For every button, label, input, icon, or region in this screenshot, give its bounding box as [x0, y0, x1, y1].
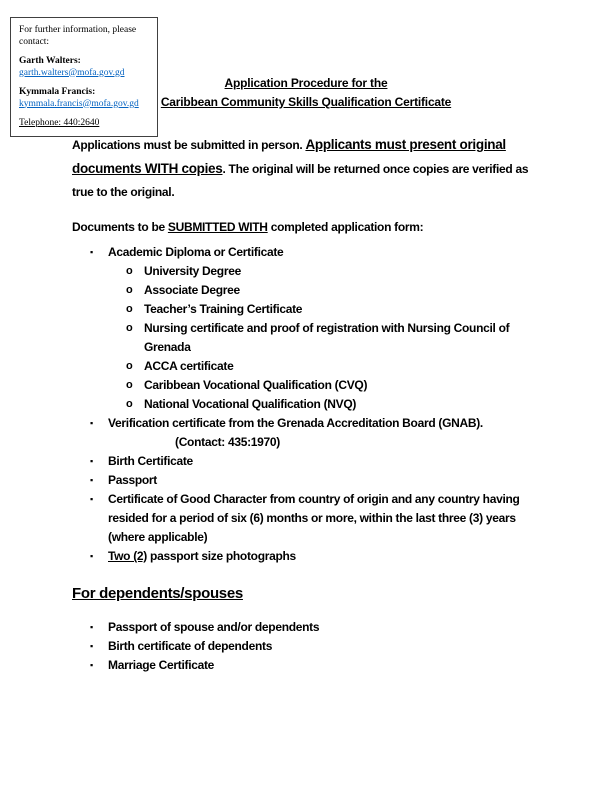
list-item-text: Teacher’s Training Certificate [144, 302, 303, 316]
list-item-text [108, 547, 540, 566]
intro-paragraph [72, 133, 540, 204]
list-subitem [72, 300, 540, 319]
title-line-2: Caribbean Community Skills Qualification Certificate [160, 95, 452, 109]
list-item [72, 243, 540, 262]
list-subitem [72, 319, 540, 357]
documents-list [72, 243, 540, 566]
list-subitem [72, 395, 540, 414]
list-subitem [72, 262, 540, 281]
list-item-text: Caribbean Vocational Qualification (CVQ) [144, 378, 368, 392]
list-item [72, 656, 540, 675]
list-item [72, 452, 540, 471]
contact-entry [19, 87, 149, 110]
circle-bullet-icon: o [126, 265, 133, 277]
contact-info-box [10, 17, 158, 137]
contact-intro: For further information, please contact: [19, 25, 137, 47]
contact-entry [19, 56, 149, 79]
title-line-1: Application Procedure for the [224, 76, 388, 90]
circle-bullet-icon: o [126, 322, 133, 334]
square-bullet-icon: ▪ [90, 418, 93, 428]
circle-bullet-icon: o [126, 398, 133, 410]
dependents-list [72, 618, 540, 675]
telephone-number: Telephone: 440:2640 [19, 118, 100, 128]
document-body [72, 133, 540, 675]
list-item-text: Associate Degree [144, 283, 240, 297]
list-item [72, 471, 540, 490]
square-bullet-icon: ▪ [90, 494, 93, 504]
contact-name: Kymmala Francis: [19, 87, 96, 97]
square-bullet-icon: ▪ [90, 641, 93, 651]
list-subitem [72, 357, 540, 376]
list-item [72, 618, 540, 637]
list-item [72, 414, 540, 433]
lead-text-before: Documents to be [72, 220, 168, 234]
list-item-text: National Vocational Qualification (NVQ) [144, 397, 357, 411]
intro-emphasis: Applicants must present original documents WITH copies [72, 137, 506, 176]
circle-bullet-icon: o [126, 360, 133, 372]
list-subitem [72, 281, 540, 300]
list-item-text: Passport [108, 473, 157, 487]
square-bullet-icon: ▪ [90, 456, 93, 466]
circle-bullet-icon: o [126, 284, 133, 296]
lead-text-after: completed application form: [267, 220, 424, 234]
dependents-heading: For dependents/spouses [72, 585, 243, 602]
list-item-text: Birth Certificate [108, 454, 193, 468]
list-item-text: Certificate of Good Character from country of origin and any country having resided for a period of six (6) months or more, within the last three (3) years (where applicable) [108, 492, 520, 544]
circle-bullet-icon: o [126, 303, 133, 315]
square-bullet-icon: ▪ [90, 475, 93, 485]
lead-emphasis: SUBMITTED WITH [167, 220, 268, 234]
list-item-text: University Degree [144, 264, 241, 278]
list-item [72, 637, 540, 656]
list-item-text: Birth certificate of dependents [108, 639, 273, 653]
list-item-text: Verification certificate from the Grenada Accreditation Board (GNAB). [108, 416, 483, 430]
list-item [72, 490, 540, 547]
contact-name: Garth Walters: [19, 56, 81, 66]
square-bullet-icon: ▪ [90, 660, 93, 670]
list-item-emphasis: Two (2) [108, 549, 148, 563]
list-item-note: (Contact: 435:1970) [175, 435, 281, 449]
list-item-text: ACCA certificate [144, 359, 234, 373]
email-link[interactable]: garth.walters@mofa.gov.gd [19, 67, 125, 78]
square-bullet-icon: ▪ [90, 622, 93, 632]
intro-text-before: Applications must be submitted in person. [72, 138, 306, 152]
documents-lead [72, 218, 540, 237]
list-item [72, 547, 540, 566]
intro-text-after: . The original will be returned once copies are verified as true to the original. [72, 162, 529, 199]
square-bullet-icon: ▪ [90, 551, 93, 561]
list-subitem [72, 376, 540, 395]
email-link[interactable]: kymmala.francis@mofa.gov.gd [19, 98, 139, 109]
list-item-text: Nursing certificate and proof of registration with Nursing Council of Grenada [144, 321, 510, 354]
list-item-text: Marriage Certificate [108, 658, 215, 672]
list-item-text: Passport of spouse and/or dependents [108, 620, 320, 634]
list-item-text: Academic Diploma or Certificate [108, 245, 284, 259]
square-bullet-icon: ▪ [90, 247, 93, 257]
list-item-text-rest: passport size photographs [147, 549, 296, 563]
circle-bullet-icon: o [126, 379, 133, 391]
